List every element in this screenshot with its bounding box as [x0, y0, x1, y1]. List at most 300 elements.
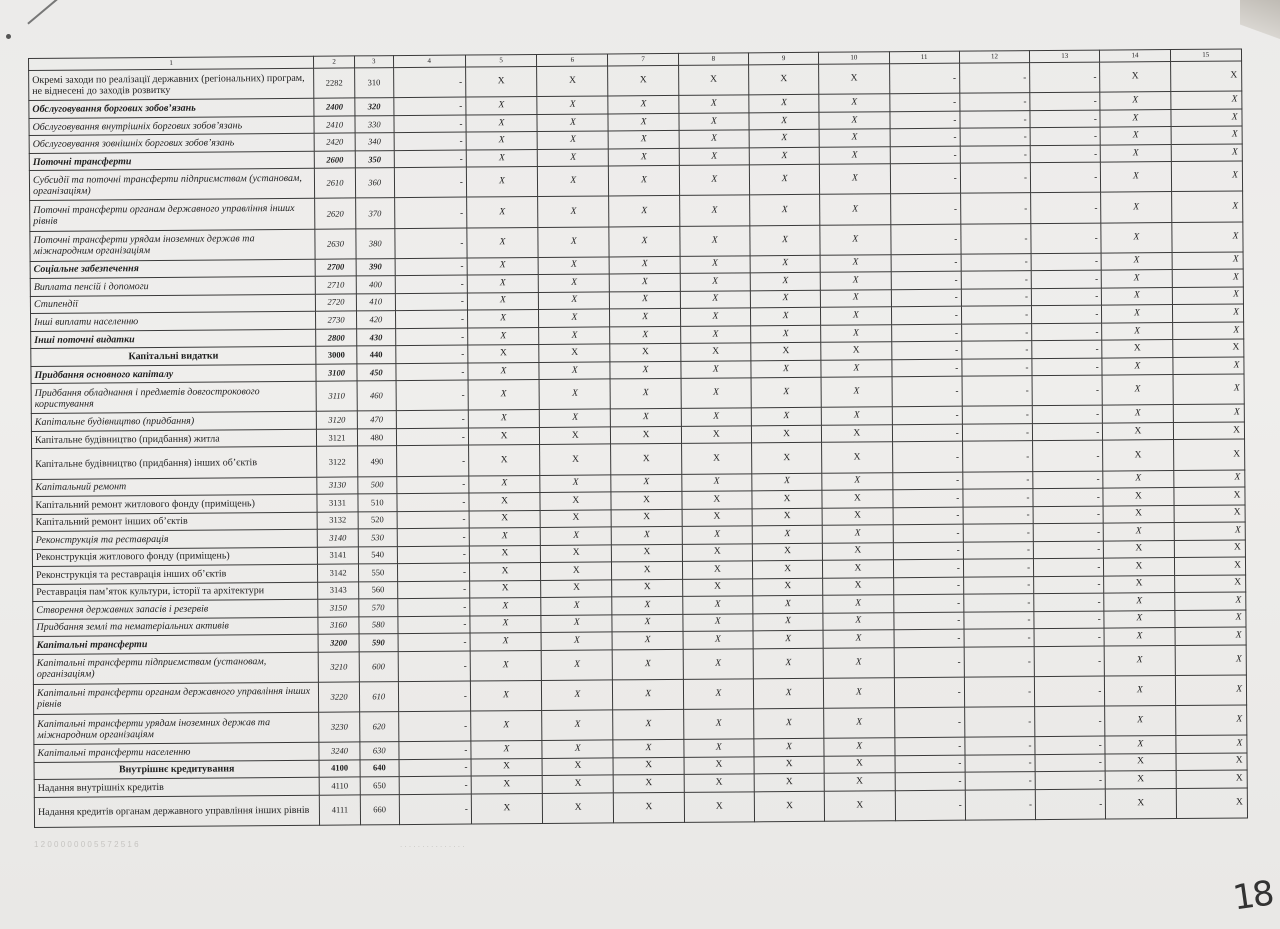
cell-x: X	[1174, 540, 1246, 558]
row-name: Надання внутрішніх кредитів	[34, 777, 319, 797]
row-code: 2282	[314, 68, 355, 98]
cell-x: X	[751, 360, 821, 378]
cell-x: X	[1175, 705, 1247, 736]
cell-x: X	[1102, 340, 1172, 358]
cell-x: X	[1101, 144, 1171, 162]
cell-x: X	[749, 64, 820, 95]
cell-x: X	[471, 793, 543, 824]
cell-x: X	[469, 475, 540, 493]
cell-x: X	[542, 758, 613, 776]
cell-x: X	[1176, 753, 1248, 771]
cell-dash: -	[892, 407, 962, 425]
cell-x: X	[611, 409, 681, 427]
cell-dash: -	[965, 772, 1035, 790]
cell-x: X	[610, 379, 681, 410]
cell-x: X	[752, 490, 822, 508]
cell-x: X	[537, 114, 608, 132]
row-line-number: 330	[355, 115, 394, 133]
cell-dash: -	[395, 310, 467, 328]
cell-x: X	[609, 196, 680, 227]
cell-x: X	[1104, 628, 1174, 646]
cell-dash: -	[891, 254, 961, 272]
cell-x: X	[680, 343, 750, 361]
cell-x: X	[471, 758, 542, 776]
cell-dash: -	[397, 528, 469, 546]
cell-x: X	[539, 409, 610, 427]
cell-x: X	[1104, 593, 1174, 611]
cell-dash: -	[964, 707, 1035, 738]
cell-dash: -	[397, 493, 469, 511]
cell-x: X	[537, 131, 608, 149]
cell-x: X	[539, 309, 610, 327]
cell-x: X	[471, 710, 543, 741]
cell-dash: -	[961, 288, 1031, 306]
cell-x: X	[540, 475, 611, 493]
cell-x: X	[1100, 92, 1170, 110]
row-name: Поточні трансферти урядам іноземних держав та міжнародним організаціям	[30, 229, 315, 261]
cell-dash: -	[962, 341, 1032, 359]
row-line-number: 340	[355, 133, 394, 151]
cell-dash: -	[1030, 145, 1100, 163]
cell-dash: -	[398, 633, 470, 651]
cell-x: X	[469, 493, 540, 511]
cell-dash: -	[1031, 253, 1101, 271]
cell-dash: -	[964, 594, 1034, 612]
column-number-7: 7	[608, 53, 678, 66]
cell-dash: -	[890, 128, 960, 146]
budget-report-table-area	[28, 48, 1248, 828]
cell-x: X	[540, 427, 611, 445]
cell-x: X	[612, 544, 682, 562]
cell-dash: -	[1034, 646, 1105, 677]
cell-dash: -	[398, 741, 470, 759]
column-number-9: 9	[748, 52, 818, 65]
cell-x: X	[1103, 523, 1173, 541]
cell-dash: -	[892, 489, 962, 507]
row-name: Окремі заходи по реалізації державних (регіональних) програм, не віднесені до заходів розвитку	[29, 68, 314, 100]
cell-x: X	[684, 756, 754, 774]
row-name: Капітальні видатки	[31, 347, 316, 367]
cell-x: X	[680, 256, 750, 274]
cell-x: X	[612, 632, 682, 650]
row-line-number: 600	[359, 651, 398, 681]
cell-dash: -	[1033, 471, 1103, 489]
cell-dash: -	[1031, 270, 1101, 288]
cell-x: X	[539, 379, 611, 410]
row-name: Капітальне будівництво (придбання) інших об’єктів	[32, 447, 317, 479]
cell-x: X	[1173, 422, 1245, 440]
row-code: 4111	[319, 795, 360, 826]
row-name: Обслуговування боргових зобов’язань	[29, 99, 314, 119]
footer-ghost-text-middle: . . . . . . . . . . . . . . .	[400, 840, 465, 849]
cell-dash: -	[395, 293, 467, 311]
cell-x: X	[1172, 252, 1244, 270]
column-number-11: 11	[889, 51, 959, 64]
cell-dash: -	[960, 193, 1031, 224]
cell-dash: -	[890, 164, 961, 195]
cell-x: X	[1176, 770, 1248, 788]
cell-x: X	[1100, 62, 1171, 93]
cell-x: X	[821, 377, 892, 408]
cell-dash: -	[895, 755, 965, 773]
cell-x: X	[681, 443, 752, 474]
cell-dash: -	[965, 737, 1035, 755]
row-line-number: 310	[354, 68, 393, 98]
cell-dash: -	[1030, 127, 1100, 145]
row-line-number: 400	[356, 276, 395, 294]
cell-x: X	[539, 344, 610, 362]
cell-dash: -	[1034, 611, 1104, 629]
cell-x: X	[752, 560, 822, 578]
cell-x: X	[1105, 753, 1175, 771]
cell-x: X	[1100, 127, 1170, 145]
cell-dash: -	[963, 471, 1033, 489]
cell-x: X	[1101, 192, 1172, 223]
cell-x: X	[466, 132, 537, 150]
row-name: Інші виплати населенню	[31, 311, 316, 331]
cell-dash: -	[397, 616, 469, 634]
cell-x: X	[541, 597, 612, 615]
cell-x: X	[1172, 304, 1244, 322]
cell-x: X	[609, 148, 679, 166]
cell-x: X	[538, 196, 610, 227]
cell-dash: -	[964, 611, 1034, 629]
row-line-number: 450	[357, 363, 396, 381]
cell-x: X	[1102, 357, 1172, 375]
cell-x: X	[541, 545, 612, 563]
cell-x: X	[683, 709, 754, 740]
cell-dash: -	[961, 253, 1031, 271]
cell-x: X	[467, 310, 538, 328]
cell-x: X	[469, 563, 540, 581]
cell-x: X	[683, 679, 754, 710]
cell-x: X	[470, 580, 541, 598]
row-code: 2620	[315, 198, 356, 228]
cell-x: X	[1174, 592, 1246, 610]
cell-x: X	[542, 710, 614, 741]
cell-dash: -	[1031, 288, 1101, 306]
cell-x: X	[540, 492, 611, 510]
row-line-number: 370	[356, 198, 395, 228]
cell-dash: -	[892, 376, 963, 407]
cell-x: X	[538, 274, 609, 292]
cell-x: X	[1100, 109, 1170, 127]
cell-x: X	[1170, 91, 1242, 109]
cell-x: X	[750, 308, 820, 326]
row-line-number: 610	[359, 681, 398, 711]
cell-x: X	[1175, 735, 1247, 753]
cell-x: X	[751, 343, 821, 361]
cell-x: X	[682, 473, 752, 491]
cell-x: X	[612, 562, 682, 580]
cell-x: X	[682, 579, 752, 597]
row-line-number: 510	[358, 494, 397, 512]
row-line-number: 660	[360, 794, 399, 825]
row-name: Реставрація пам’яток культури, історії та архітектури	[33, 582, 318, 602]
cell-x: X	[540, 510, 611, 528]
cell-x: X	[1174, 557, 1246, 575]
cell-x: X	[682, 508, 752, 526]
cell-x: X	[823, 560, 893, 578]
cell-x: X	[612, 527, 682, 545]
cell-x: X	[1174, 575, 1246, 593]
cell-x: X	[680, 273, 750, 291]
row-code: 3240	[319, 742, 360, 760]
cell-x: X	[613, 649, 684, 680]
cell-x: X	[1171, 191, 1243, 222]
cell-x: X	[680, 308, 750, 326]
cell-x: X	[466, 97, 537, 115]
row-code: 2400	[314, 98, 355, 116]
cell-x: X	[470, 633, 541, 651]
row-code: 2410	[314, 116, 355, 134]
cell-x: X	[819, 147, 889, 165]
cell-dash: -	[961, 223, 1032, 254]
column-number-14: 14	[1100, 50, 1170, 63]
cell-x: X	[1106, 788, 1177, 819]
cell-dash: -	[398, 651, 471, 682]
cell-x: X	[1103, 488, 1173, 506]
row-name: Капітальне будівництво (придбання) житла	[31, 429, 316, 449]
cell-dash: -	[889, 111, 959, 129]
cell-x: X	[541, 615, 612, 633]
row-name: Соціальне забезпечення	[30, 259, 315, 279]
cell-dash: -	[895, 790, 966, 821]
row-line-number: 530	[358, 529, 397, 547]
cell-x: X	[542, 793, 614, 824]
row-code: 2710	[315, 276, 356, 294]
cell-dash: -	[1034, 676, 1105, 707]
row-code: 4110	[319, 777, 360, 795]
cell-x: X	[1172, 287, 1244, 305]
cell-dash: -	[895, 772, 965, 790]
cell-x: X	[608, 113, 678, 131]
row-line-number: 490	[357, 446, 396, 476]
cell-x: X	[1102, 287, 1172, 305]
cell-x: X	[537, 66, 609, 97]
cell-x: X	[613, 739, 683, 757]
cell-x: X	[681, 426, 751, 444]
cell-x: X	[680, 225, 751, 256]
cell-x: X	[539, 327, 610, 345]
row-name: Капітальні трансферти підприємствам (установам, організаціям)	[33, 652, 318, 684]
cell-dash: -	[396, 363, 468, 381]
row-code: 3200	[318, 634, 359, 652]
cell-x: X	[824, 738, 894, 756]
column-number-15: 15	[1170, 49, 1242, 62]
cell-dash: -	[1035, 736, 1105, 754]
cell-x: X	[469, 545, 540, 563]
cell-x: X	[751, 425, 821, 443]
cell-dash: -	[894, 707, 965, 738]
row-code: 3000	[316, 346, 357, 364]
row-name: Обслуговування внутрішніх боргових зобов’язань	[29, 116, 314, 136]
row-name: Капітальний ремонт	[32, 477, 317, 497]
cell-dash: -	[399, 759, 471, 777]
cell-x: X	[749, 165, 820, 196]
row-code: 2600	[314, 151, 355, 169]
cell-x: X	[823, 595, 893, 613]
cell-dash: -	[960, 128, 1030, 146]
row-code: 3210	[318, 652, 359, 682]
cell-dash: -	[396, 410, 468, 428]
cell-x: X	[824, 755, 894, 773]
cell-x: X	[821, 360, 891, 378]
cell-dash: -	[963, 576, 1033, 594]
cell-x: X	[611, 474, 681, 492]
cell-x: X	[468, 345, 539, 363]
cell-x: X	[537, 96, 608, 114]
cell-dash: -	[395, 345, 467, 363]
cell-x: X	[470, 615, 541, 633]
cell-dash: -	[396, 428, 468, 446]
cell-x: X	[1175, 675, 1247, 706]
cell-dash: -	[1034, 593, 1104, 611]
cell-x: X	[608, 96, 678, 114]
row-name: Капітальний ремонт інших об’єктів	[32, 512, 317, 532]
cell-dash: -	[1030, 92, 1100, 110]
cell-x: X	[540, 527, 611, 545]
cell-x: X	[679, 95, 749, 113]
cell-x: X	[753, 578, 823, 596]
cell-dash: -	[893, 542, 963, 560]
cell-x: X	[679, 148, 749, 166]
cell-x: X	[681, 378, 752, 409]
cell-x: X	[467, 275, 538, 293]
cell-dash: -	[961, 271, 1031, 289]
cell-x: X	[749, 147, 819, 165]
row-code: 3110	[316, 381, 357, 411]
cell-dash: -	[395, 328, 467, 346]
cell-x: X	[682, 526, 752, 544]
cell-dash: -	[891, 271, 961, 289]
column-number-5: 5	[465, 55, 536, 68]
cell-x: X	[611, 426, 681, 444]
cell-x: X	[613, 679, 684, 710]
cell-dash: -	[394, 115, 466, 133]
cell-dash: -	[892, 442, 963, 473]
cell-x: X	[753, 678, 824, 709]
cell-dash: -	[963, 489, 1033, 507]
cell-dash: -	[960, 93, 1030, 111]
footer-ghost-text-left: 1 2 0 0 0 0 0 0 0 5 5 7 2 5 1 6	[34, 840, 139, 849]
cell-x: X	[612, 614, 682, 632]
cell-dash: -	[961, 306, 1031, 324]
cell-dash: -	[964, 676, 1035, 707]
cell-x: X	[750, 225, 821, 256]
cell-x: X	[466, 149, 537, 167]
cell-x: X	[541, 580, 612, 598]
cell-dash: -	[393, 97, 465, 115]
cell-dash: -	[890, 194, 961, 225]
cell-dash: -	[892, 424, 962, 442]
cell-dash: -	[1032, 305, 1102, 323]
cell-x: X	[468, 410, 539, 428]
row-name: Обслуговування зовнішніх боргових зобов’язань	[29, 134, 314, 154]
cell-dash: -	[396, 476, 468, 494]
hole-icon	[6, 34, 11, 39]
cell-dash: -	[889, 93, 959, 111]
row-line-number: 590	[359, 634, 398, 652]
cell-x: X	[1174, 505, 1246, 523]
cell-x: X	[1175, 645, 1247, 676]
cell-x: X	[1171, 144, 1243, 162]
cell-dash: -	[1034, 628, 1104, 646]
cell-x: X	[538, 166, 610, 197]
row-code: 3150	[318, 599, 359, 617]
cell-dash: -	[962, 424, 1032, 442]
cell-dash: -	[965, 789, 1036, 820]
cell-dash: -	[962, 441, 1033, 472]
cell-dash: -	[963, 524, 1033, 542]
cell-x: X	[823, 577, 893, 595]
row-name: Реконструкція житлового фонду (приміщень)	[32, 547, 317, 567]
cell-dash: -	[1032, 340, 1102, 358]
cell-x: X	[539, 292, 610, 310]
cell-x: X	[610, 291, 680, 309]
column-number-1: 1	[29, 56, 314, 70]
cell-dash: -	[394, 150, 466, 168]
row-line-number: 520	[358, 511, 397, 529]
row-line-number: 630	[360, 742, 399, 760]
cell-x: X	[1174, 522, 1246, 540]
column-number-2: 2	[314, 56, 355, 68]
cell-x: X	[469, 510, 540, 528]
cell-x: X	[749, 112, 819, 130]
cell-x: X	[820, 224, 891, 255]
cell-x: X	[821, 324, 891, 342]
cell-x: X	[823, 542, 893, 560]
cell-dash: -	[397, 511, 469, 529]
cell-x: X	[1173, 374, 1245, 405]
column-number-13: 13	[1030, 50, 1100, 63]
row-name: Поточні трансферти	[29, 151, 314, 171]
cell-x: X	[1103, 470, 1173, 488]
cell-dash: -	[1035, 706, 1106, 737]
cell-x: X	[752, 443, 823, 474]
row-name: Стипендії	[30, 294, 315, 314]
cell-x: X	[1104, 575, 1174, 593]
row-line-number: 540	[358, 546, 397, 564]
cell-dash: -	[960, 163, 1031, 194]
row-line-number: 410	[356, 293, 395, 311]
cell-x: X	[1172, 357, 1244, 375]
cell-x: X	[1103, 440, 1174, 471]
cell-x: X	[610, 274, 680, 292]
cell-dash: -	[894, 677, 965, 708]
staple-wire	[27, 0, 74, 25]
cell-x: X	[608, 66, 679, 97]
column-number-6: 6	[537, 54, 608, 67]
cell-x: X	[825, 790, 896, 821]
cell-x: X	[1103, 405, 1173, 423]
budget-report-table	[28, 48, 1248, 828]
cell-x: X	[822, 472, 892, 490]
cell-dash: -	[891, 306, 961, 324]
cell-x: X	[753, 631, 823, 649]
cell-x: X	[683, 631, 753, 649]
cell-dash: -	[393, 67, 466, 98]
cell-x: X	[1104, 645, 1175, 676]
binder-holes	[6, 34, 12, 48]
cell-x: X	[754, 738, 824, 756]
cell-x: X	[609, 226, 680, 257]
cell-x: X	[820, 272, 890, 290]
cell-dash: -	[394, 198, 467, 229]
cell-x: X	[1171, 222, 1243, 253]
cell-x: X	[467, 257, 538, 275]
cell-x: X	[679, 113, 749, 131]
